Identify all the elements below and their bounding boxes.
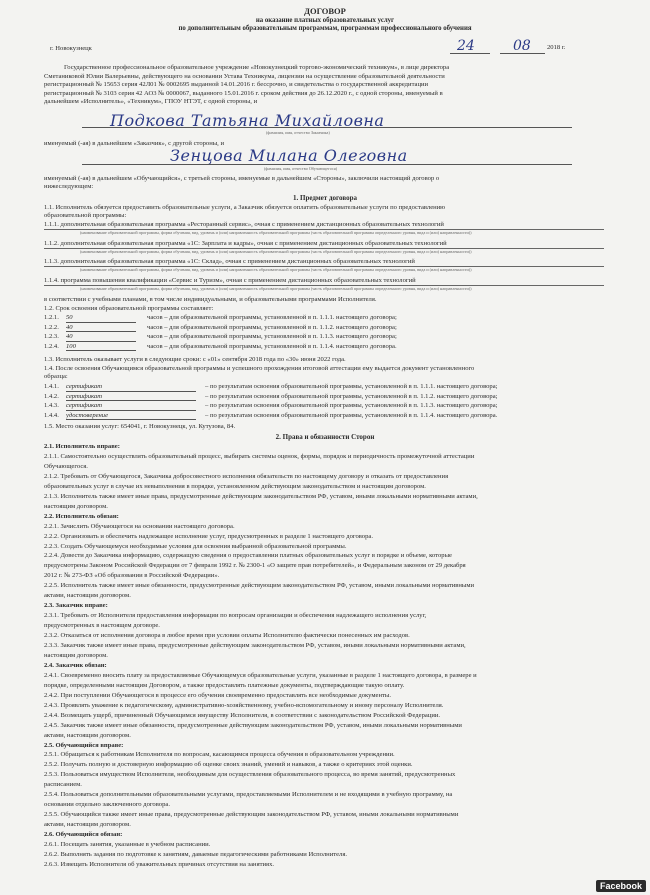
subsection-heading: 2.3. Заказчик вправе: xyxy=(44,602,108,610)
hours-item-text: часов – для образовательной программы, установленной в п. 1.1.3. настоящего договора; xyxy=(147,333,397,340)
section-2-line: настоящим договором. xyxy=(44,651,108,659)
customer-caption: (фамилия, имя, отчество Заказчика) xyxy=(266,130,330,135)
subsection-heading: 2.2. Исполнитель обязан: xyxy=(44,512,119,520)
section-2-line: 2.4.4. Возмещать ущерб, причиненный Обучающимся имуществу Исполнителя, в соответствии с законодательством Российской Федерации. xyxy=(44,711,441,719)
intro-line: регистрационный № 15653 серия 42Л01 № 0002695 выданной 14.01.2016 г. бессрочно, и свидетельства о государственной аккредитации xyxy=(44,81,429,89)
section-2-line: 2.6.2. Выполнять задания по подготовке к занятиям, даваемые педагогическими работниками Исполнителя. xyxy=(44,850,348,858)
customer-name-handwritten: Подкова Татьяна Михайловна xyxy=(110,111,385,130)
section-2-line: 2.2.1. Зачислить Обучающегося на основании настоящего договора. xyxy=(44,522,235,530)
section-2-line: порядке, определенными настоящим Договором, а также предоставлять платежные документы, подтверждающие такую оплату. xyxy=(44,681,405,689)
section-2-title: 2. Права и обязанности Сторон xyxy=(275,433,375,441)
student-name-handwritten: Зенцова Милана Олеговна xyxy=(170,146,408,165)
program-line: 1.1.4. программа повышения квалификации «Сервис и Туризм», очная с применением дистанционных образовательных технологий xyxy=(44,276,416,284)
section-2-line: настоящим договором. xyxy=(44,502,108,510)
hours-item-text: часов – для образовательной программы, установленной в п. 1.1.2. настоящего договора; xyxy=(147,323,397,331)
student-line-1: именуемый (-ая) в дальнейшем «Обучающийся», с третьей стороны, именуемые в дальнейшем «Стороны», заключили настоящий договор о xyxy=(44,175,440,182)
document-item-value: сертификат xyxy=(66,402,196,411)
section-2-line: 2.2.4. Довести до Заказчика информацию, содержащую сведения о предоставлении платных образовательных услуг в порядке и объеме, которые xyxy=(44,552,452,560)
program-caption: (наименование образовательной программы, форма обучения, вид, уровень и (или) направленность образовательной программы (часть образовательной программы определенного уровня, вида и (или) направленности)) xyxy=(80,267,472,272)
document-item-value: удостоверение xyxy=(66,412,196,421)
section-2-line: 2012 г. № 273-ФЗ «Об образовании в Российской Федерации». xyxy=(44,572,220,580)
section-2-line: 2.4.3. Проявлять уважение к педагогическому, административно-хозяйственному, учебно-вспомогательному и иному персоналу Исполнителя. xyxy=(44,701,444,709)
section-2-line: 2.5.2. Получать полную и достоверную информацию об оценке своих знаний, умений и навыков, а также о критериях этой оценки. xyxy=(44,761,413,769)
section-2-line: актами, настоящим договором. xyxy=(44,592,131,600)
program-line: 1.1.1. дополнительная образовательная программа «Ресторанный сервис», очная с применением дистанционных образовательных технологий xyxy=(44,221,444,228)
section-2-line: предусмотренных в настоящем договоре. xyxy=(44,622,160,630)
section-1-term: 1.2. Срок освоения образовательной программы составляет: xyxy=(44,305,214,312)
section-1-dates: 1.3. Исполнитель оказывает услуги в следующие сроки: с «01» сентября 2018 года по «30» июня 2022 года. xyxy=(44,356,346,363)
section-2-line: 2.1.2. Требовать от Обучающегося, Заказчика добросовестного исполнения обязательств по настоящему договору и отказать от предоставления xyxy=(44,472,449,480)
section-2-line: 2.5.5. Обучающийся также имеет иные права, предусмотренные действующим законодательством РФ, уставом, иными локальными нормативными xyxy=(44,811,459,819)
document-subtitle-2: по дополнительным образовательным программам, программам профессионального обучения xyxy=(178,25,472,32)
section-2-line: 2.6.3. Извещать Исполнителя об уважительных причинах отсутствия на занятиях. xyxy=(44,860,275,868)
hours-item-number: 1.2.1. xyxy=(44,314,59,321)
program-caption: (наименование образовательной программы, форма обучения, вид, уровень и (или) направленность образовательной программы (часть образовательной программы определенного уровня, вида и (или) направленности)) xyxy=(80,285,472,291)
document-item-value: сертификат xyxy=(66,383,196,392)
subsection-heading: 2.6. Обучающийся обязан: xyxy=(44,831,123,839)
section-2-line: 2.1.1. Самостоятельно осуществлять образовательный процесс, выбирать системы оценок, формы, порядок и периодичность промежуточной аттестации xyxy=(44,452,475,460)
hours-item-number: 1.2.3. xyxy=(44,333,59,340)
section-2-line: 2.5.4. Пользоваться дополнительными образовательными услугами, предоставляемыми Исполнителем и не входящими в учебную программу, на xyxy=(44,791,453,799)
section-2-line: 2.2.3. Создать Обучающемуся необходимые условия для освоения выбранной образовательной программы. xyxy=(44,542,347,550)
intro-line: регистрационный № 3103 серия 42 АО3 № 0000067, выданного 15.01.2016 г. сроком действия до 26.12.2020 г., с одной стороны, именуемый в xyxy=(44,89,443,97)
section-1-clause-1-cont: образовательной программы: xyxy=(44,212,127,219)
date-month: 08 xyxy=(513,38,531,54)
section-1-plans: в соответствии с учебными планами, в том числе индивидуальными, и образовательными программами Исполнителя. xyxy=(44,296,377,303)
section-1-certificate: 1.4. После освоения Обучающимся образовательной программы и успешного прохождения итоговой аттестации ему выдается документ установленного xyxy=(44,365,475,372)
section-2-line: 2.1.3. Исполнитель также имеет иные права, предусмотренные действующим законодательством РФ, уставом, иными локальными нормативными актами, xyxy=(44,492,478,500)
document-item-text: – по результатам освоения образовательной программы, установленной в п. 1.1.3. настоящего договора; xyxy=(205,402,498,409)
section-2-line: 2.4.5. Заказчик также имеет иные обязанности, предусмотренные действующим законодательством РФ, уставом, иными локальными нормативными xyxy=(44,721,462,729)
section-2-line: основании отдельно заключенного договора. xyxy=(44,801,170,809)
hours-item-value: 40 xyxy=(66,333,136,342)
hours-item-value: 100 xyxy=(66,343,136,352)
hours-item-text: часов – для образовательной программы, установленной в п. 1.1.1. настоящего договора; xyxy=(147,314,397,321)
section-2-line: 2.4.1. Своевременно вносить плату за предоставляемые Обучающемуся образовательные услуги, указанные в разделе 1 настоящего договора, в размере и xyxy=(44,671,477,679)
section-2-line: образовательных услуг в случае их невыполнения в порядке, установленном действующим законодательством и настоящим договором. xyxy=(44,482,426,490)
section-2-line: 2.5.1. Обращаться к работникам Исполнителя по вопросам, касающимся процесса обучения в образовательном учреждении. xyxy=(44,751,395,759)
document-item-text: – по результатам освоения образовательной программы, установленной в п. 1.1.2. настоящего договора; xyxy=(205,392,498,400)
hours-item-text: часов – для образовательной программы, установленной в п. 1.1.4. настоящего договора. xyxy=(147,342,397,350)
subsection-heading: 2.4. Заказчик обязан: xyxy=(44,661,107,669)
document-item-number: 1.4.1. xyxy=(44,383,59,390)
document-item-text: – по результатам освоения образовательной программы, установленной в п. 1.1.1. настоящего договора; xyxy=(205,383,498,390)
hours-item-value: 50 xyxy=(66,314,136,323)
section-2-line: 2.6.1. Посещать занятия, указанные в учебном расписании. xyxy=(44,841,211,848)
student-caption: (фамилия, имя, отчество Обучающегося) xyxy=(264,166,338,171)
program-line: 1.1.3. дополнительная образовательная программа «1С: Склад», очная с применением дистанционных образовательных технологий xyxy=(44,258,415,265)
section-2-line: актами, настоящим договором. xyxy=(44,821,131,829)
customer-line: именуемый (-ая) в дальнейшем «Заказчик», с другой стороны, и xyxy=(44,140,224,147)
program-caption: (наименование образовательной программы, форма обучения, вид, уровень и (или) направленность образовательной программы (часть образовательной программы определенного уровня, вида и (или) направленности)) xyxy=(80,230,472,235)
hours-item-value: 40 xyxy=(66,324,136,333)
hours-item-number: 1.2.2. xyxy=(44,323,59,331)
subsection-heading: 2.1. Исполнитель вправе: xyxy=(44,443,120,450)
section-2-line: актами, настоящим договором. xyxy=(44,731,131,739)
city: г. Новокузнецк xyxy=(50,45,92,52)
document-item-number: 1.4.2. xyxy=(44,392,59,400)
program-caption: (наименование образовательной программы, форма обучения, вид, уровень и (или) направленность образовательной программы (часть образовательной программы определенного уровня, вида и (или) направленности)) xyxy=(80,248,472,254)
section-2-line: 2.3.2. Отказаться от исполнения договора в любое время при условии оплаты Исполнителю фактически понесенных им расходов. xyxy=(44,632,410,640)
section-2-line: 2.3.3. Заказчик также имеет иные права, предусмотренные действующим законодательством РФ, уставом, иными локальными нормативными актами, xyxy=(44,642,466,649)
document-item-text: – по результатам освоения образовательной программы, установленной в п. 1.1.4. настоящего договора. xyxy=(205,411,498,419)
program-line: 1.1.2. дополнительная образовательная программа «1С: Зарплата и кадры», очная с применением дистанционных образовательных технологий xyxy=(44,239,447,247)
facebook-watermark: Facebook xyxy=(596,880,646,892)
section-2-line: 2.2.5. Исполнитель также имеет иные обязанности, предусмотренные действующим законодательством РФ, уставом, иными локальными нормативными xyxy=(44,582,475,590)
section-1-certificate-cont: образца: xyxy=(44,373,68,380)
section-1-place: 1.5. Место оказания услуг: 654041, г. Новокузнецк, ул. Кутузова, 84. xyxy=(44,423,236,430)
intro-line: Государственное профессиональное образовательное учреждение «Новокузнецкий торгово-экономический техникум», в лице директора xyxy=(64,64,450,71)
section-2-line: предусмотрены Законом Российской Федерации от 7 февраля 1992 г. № 2300-1 «О защите прав потребителей», и Федеральным законом от 29 декабря xyxy=(44,562,466,570)
document-subtitle-1: на оказание платных образовательных услуг xyxy=(255,17,395,24)
document-title: ДОГОВОР xyxy=(304,6,346,16)
section-2-line: 2.4.2. При поступлении Обучающегося в процессе его обучения своевременно предоставлять все необходимые документы. xyxy=(44,691,391,699)
subsection-heading: 2.5. Обучающийся вправе: xyxy=(44,741,124,749)
section-2-line: Обучающегося. xyxy=(44,462,88,470)
hours-item-number: 1.2.4. xyxy=(44,342,59,350)
section-1-clause-1: 1.1. Исполнитель обязуется предоставить образовательные услуги, а Заказчик обязуется оплатить образовательные услуги по предоставлению xyxy=(44,204,446,211)
section-1-title: 1. Предмет договора xyxy=(293,194,357,202)
contract-date xyxy=(395,38,585,54)
document-item-number: 1.4.4. xyxy=(44,411,59,419)
date-day: 24 xyxy=(457,38,475,54)
section-2-line: расписанием. xyxy=(44,781,82,789)
section-2-line: 2.2.2. Организовать и обеспечить надлежащее исполнение услуг, предусмотренных в разделе 1 настоящего договора. xyxy=(44,532,373,540)
section-2-line: 2.3.1. Требовать от Исполнителя предоставления информации по вопросам организации и обеспечения надлежащего исполнения услуг, xyxy=(44,612,427,620)
student-line-2: нижеследующем: xyxy=(44,183,94,190)
intro-line: дальнейшем «Исполнитель», «Техникум», ГПОУ НТЭТ, с одной стороны, и xyxy=(44,98,258,106)
section-2-line: 2.5.3. Пользоваться имуществом Исполнителя, необходимым для осуществления образовательного процесса, во время занятий, предусмотренных xyxy=(44,771,456,779)
document-item-value: сертификат xyxy=(66,393,196,402)
intro-line: Сметаниковой Юлии Валерьевны, действующего на основании Устава Техникума, лицензии на осуществление образовательной деятельности xyxy=(44,72,445,80)
document-item-number: 1.4.3. xyxy=(44,402,59,409)
date-year: 2018 г. xyxy=(547,44,566,51)
